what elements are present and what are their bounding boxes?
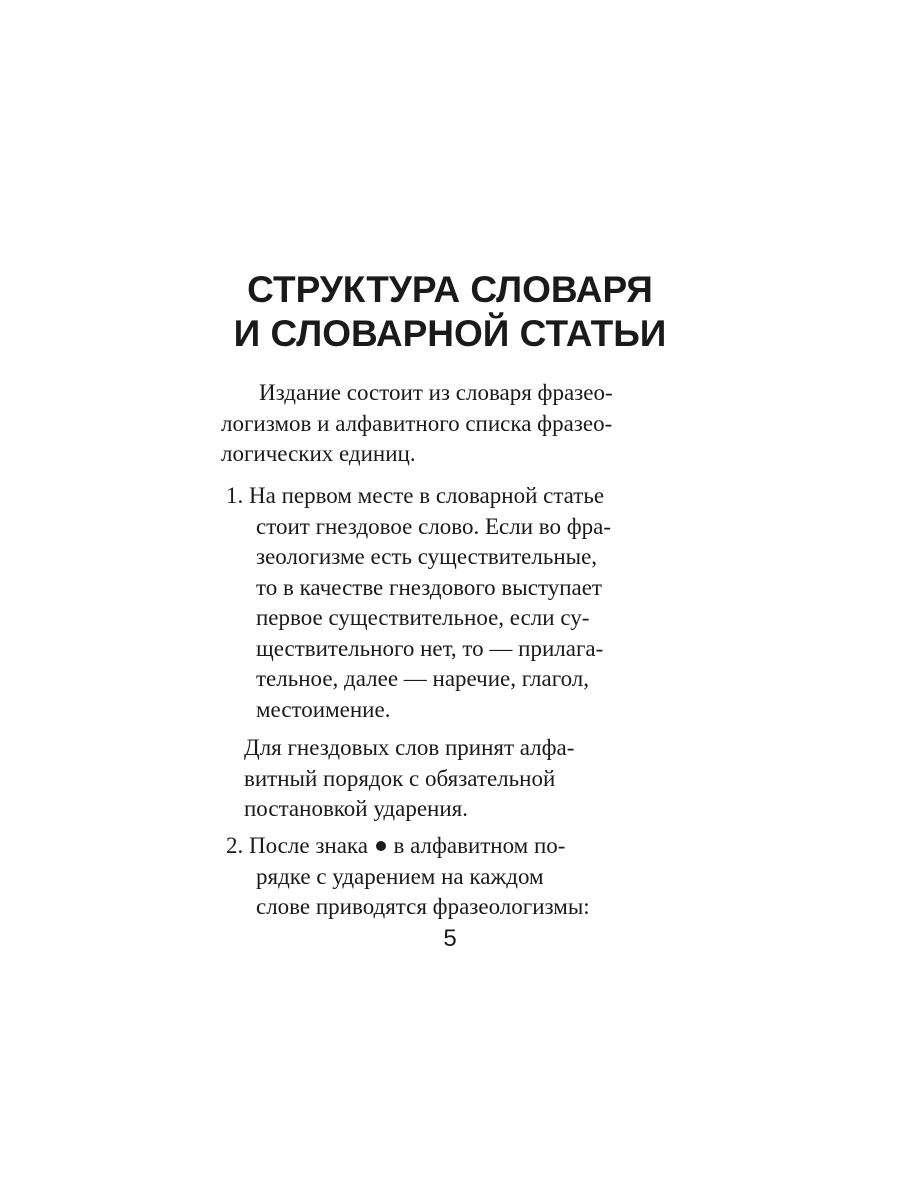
intro-line: логических единиц. xyxy=(221,441,416,466)
list-item-text: После знака xyxy=(249,833,368,858)
list-item-line: местоимение. xyxy=(256,696,391,722)
list-item-text: На первом месте в словарной статье xyxy=(249,483,605,508)
heading-line-2: И СЛОВАРНОЙ СТАТЬИ xyxy=(233,313,667,354)
list-item-line: стоит гнездовое слово. Если во фра- xyxy=(256,513,612,539)
intro-paragraph xyxy=(221,378,613,470)
list-item-number: 1. xyxy=(226,483,244,508)
intro-line: Издание состоит из словаря фразео- xyxy=(259,380,613,405)
list-item-line: рядке с ударением на каждом xyxy=(256,863,544,889)
list-item-line: тельное, далее — наречие, глагол, xyxy=(256,666,590,691)
list-item-2 xyxy=(226,831,590,923)
page-number: 5 xyxy=(443,925,457,952)
list-item-line: то в качестве гнездового выступает xyxy=(256,574,602,600)
note-line: Для гнездовых слов принят алфа- xyxy=(244,735,575,760)
list-item-text: в алфавитном по- xyxy=(393,833,566,858)
list-item-number: 2. xyxy=(226,833,244,858)
list-item-1 xyxy=(226,481,611,725)
section-heading xyxy=(0,268,900,356)
note-line: постановкой ударения. xyxy=(244,796,468,821)
list-item-line: ществительного нет, то — прилага- xyxy=(256,635,604,661)
heading-line-1: СТРУКТУРА СЛОВАРЯ xyxy=(247,269,653,310)
list-item-first-line xyxy=(226,481,611,512)
list-item-line: слове приводятся фразеологизмы: xyxy=(256,894,590,919)
intro-line: логизмов и алфавитного списка фразео- xyxy=(221,410,613,436)
list-item-first-line xyxy=(226,831,590,862)
bullet-icon xyxy=(376,841,386,851)
list-item-line: зеологизме есть существительные, xyxy=(256,544,598,569)
note-line: витный порядок с обязательной xyxy=(244,765,556,791)
note-paragraph xyxy=(244,733,574,825)
list-item-line: первое существительное, если су- xyxy=(256,605,590,630)
